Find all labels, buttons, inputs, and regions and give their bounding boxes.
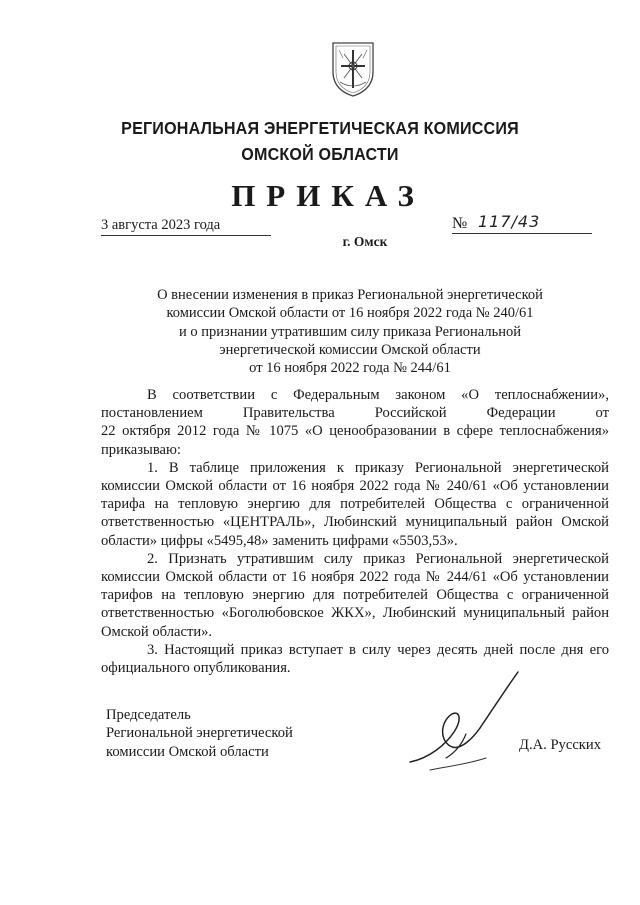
intro-line: постановлением Правительства Российской Федерации от [101,405,609,422]
document-body [101,386,609,677]
signatory-name: Д.А. Русских [519,737,602,753]
order-item-1: 1. В таблице приложения к приказу Региональной энергетической комиссии Омской области от 16 ноября 2022 года № 240/61 «Об установлении тарифа на тепловую энергию для потребителей Общества с ограниченной ответственностью «ЦЕНТРАЛЬ», Любинский муниципальный район Омской области» цифры «5495,48» заменить цифрами «5503,53». [101,459,609,549]
document-type-title: ПРИКАЗ [231,178,425,213]
subject-line: энергетической комиссии Омской области [219,341,481,358]
subject-line: от 16 ноября 2022 года № 244/61 [249,360,451,377]
subject-line: О внесении изменения в приказ Региональной энергетической [157,287,543,303]
subject-line: комиссии Омской области от 16 ноября 2022 года № 240/61 [166,305,534,322]
organization-name-line2: ОМСКОЙ ОБЛАСТИ [241,144,399,164]
signatory-position [106,706,293,761]
order-item-2: 2. Признать утратившим силу приказ Региональной энергетической комиссии Омской области от 16 ноября 2022 года № 244/61 «Об установлении тарифов на тепловую энергию для потребителей Общества с ограниченной ответственностью «Боголюбовское ЖКХ», Любинский муниципальный район Омской области». [101,550,609,640]
order-item-3: 3. Настоящий приказ вступает в силу через десять дней после дня его официального опубликования. [101,641,609,677]
document-number-handwritten: 117/43 [478,212,541,231]
document-subject [120,286,580,377]
handwritten-signature [400,666,530,778]
document-city: г. Омск [342,234,388,249]
organization-name-line1: РЕГИОНАЛЬНАЯ ЭНЕРГЕТИЧЕСКАЯ КОМИССИЯ [121,118,519,138]
intro-line: В соответствии с Федеральным законом «О теплоснабжении», [147,387,609,403]
subject-line: и о признании утратившим силу приказа Региональной [179,323,521,340]
document-date: 3 августа 2023 года [101,217,271,236]
signatory-position-line: Председатель [106,707,191,723]
number-sign: № [452,215,468,232]
document-number-field [452,212,592,234]
intro-line: приказываю: [101,441,181,458]
signatory-position-line: Региональной энергетической [106,725,293,742]
intro-line: 22 октября 2012 года № 1075 «О ценообразовании в сфере теплоснабжения» [101,423,609,440]
coat-of-arms-emblem [330,40,376,98]
signatory-position-line: комиссии Омской области [106,743,269,760]
